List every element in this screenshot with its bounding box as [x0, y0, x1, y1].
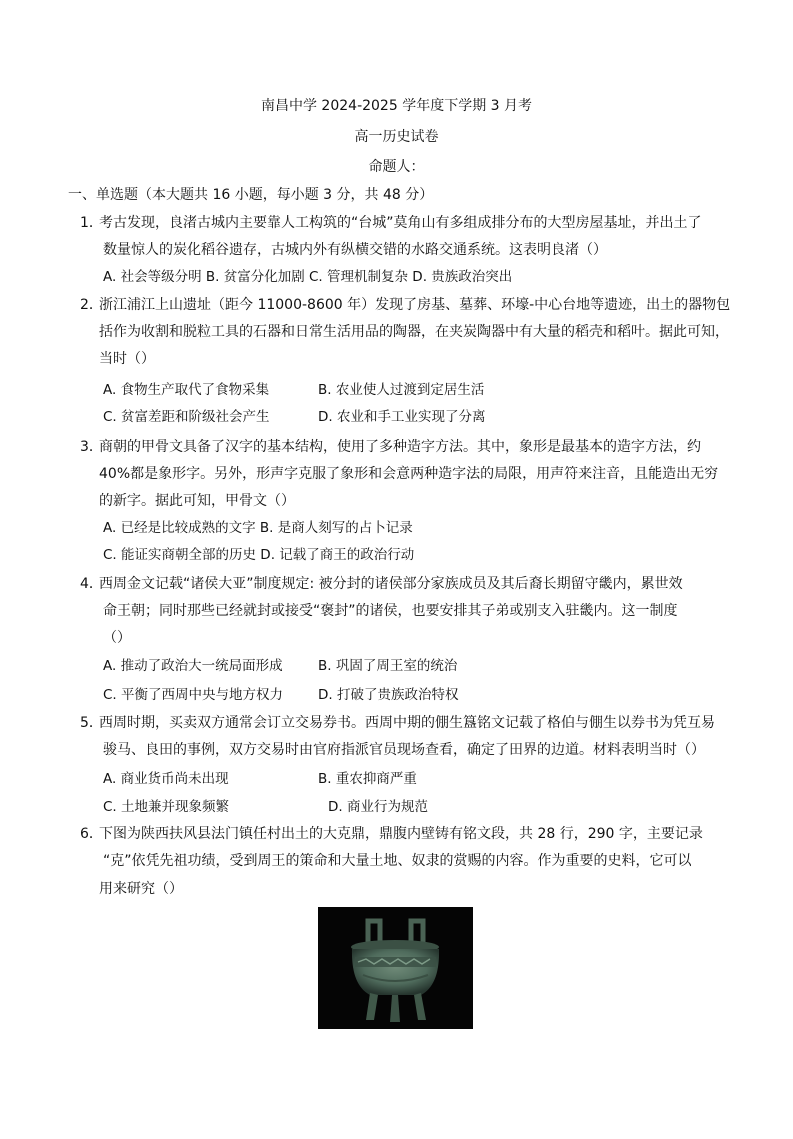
question-text-line: 西周时期，买卖双方通常会订立交易券书。西周中期的倗生簋铭文记载了格伯与倗生以券书为凭互易	[99, 715, 715, 731]
option-d: D. 打破了贵族政治特权	[318, 687, 459, 703]
question-number: 3．	[80, 439, 103, 455]
option-c: C. 土地兼并现象频繁	[103, 799, 230, 815]
option-line: A. 社会等级分明 B. 贫富分化加剧 C. 管理机制复杂 D. 贵族政治突出	[103, 269, 513, 285]
option-b: B. 重农抑商严重	[318, 771, 417, 787]
question-number: 6．	[80, 826, 103, 842]
ding-vessel-icon	[318, 907, 473, 1029]
question-text-line: 命王朝；同时那些已经就封或接受“褒封”的诸侯，也要安排其子弟或别支入驻畿内。这一制度	[103, 603, 678, 619]
option-b: B. 巩固了周王室的统治	[318, 658, 458, 674]
option-c: C. 贫富差距和阶级社会产生	[103, 409, 270, 425]
option-row: C. 能证实商朝全部的历史 D. 记载了商王的政治行动	[103, 547, 415, 563]
question-text-line: “克”依凭先祖功绩，受到周王的策命和大量土地、奴隶的赏赐的内容。作为重要的史料，它可以	[103, 853, 692, 869]
option-c: C. 平衡了西周中央与地方权力	[103, 687, 284, 703]
question-number: 1．	[80, 215, 103, 231]
question-text-line: 浙江浦江上山遗址（距今 11000-8600 年）发现了房基、墓葬、环壕-中心台地等遗迹，出土的器物包	[99, 297, 731, 313]
option-d: D. 商业行为规范	[328, 799, 428, 815]
bronze-ding-photo	[318, 907, 473, 1029]
question-text-line: （）	[103, 630, 131, 646]
option-row: A. 已经是比较成熟的文字 B. 是商人刻写的占卜记录	[103, 520, 413, 536]
question-text-line: 括作为收割和脱粒工具的石器和日常生活用品的陶器，在夹炭陶器中有大量的稻壳和稻叶。据此可知，	[99, 324, 729, 340]
question-text-line: 商朝的甲骨文具备了汉字的基本结构，使用了多种造字方法。其中，象形是最基本的造字方法，约	[99, 439, 701, 455]
question-text-line: 当时（）	[99, 351, 155, 367]
question-text-line: 数量惊人的炭化稻谷遗存，古城内外有纵横交错的水路交通系统。这表明良渚（）	[103, 242, 607, 258]
question-text-line: 骏马、良田的事例，双方交易时由官府指派官员现场查看，确定了田界的边道。材料表明当时（）	[103, 742, 705, 758]
question-text-line: 考古发现，良渚古城内主要靠人工构筑的“台城”莫角山有多组成排分布的大型房屋基址，并出土了	[99, 215, 702, 231]
option-a: A. 食物生产取代了食物采集	[103, 382, 270, 398]
exam-title: 南昌中学 2024-2025 学年度下学期 3 月考	[260, 98, 533, 114]
option-a: A. 推动了政治大一统局面形成	[103, 658, 283, 674]
exam-subtitle: 高一历史试卷	[354, 129, 439, 145]
question-number: 4．	[80, 576, 103, 592]
question-text-line: 的新字。据此可知，甲骨文（）	[99, 493, 295, 509]
question-text-line: 40%都是象形字。另外，形声字克服了象形和会意两种造字法的局限，用声符来注音，且能造出无穷	[99, 466, 719, 482]
exam-author: 命题人：	[368, 159, 425, 175]
question-number: 2．	[80, 297, 103, 313]
question-text-line: 下图为陕西扶风县法门镇任村出土的大克鼎，鼎腹内壁铸有铭文段，共 28 行，290 字，主要记录	[99, 826, 703, 842]
option-a: A. 商业货币尚未出现	[103, 771, 229, 787]
option-b: B. 农业使人过渡到定居生活	[318, 382, 485, 398]
option-d: D. 农业和手工业实现了分离	[318, 409, 486, 425]
question-text-line: 西周金文记载“诸侯大亚”制度规定: 被分封的诸侯部分家族成员及其后裔长期留守畿内，累世效	[99, 576, 683, 592]
question-number: 5．	[80, 715, 103, 731]
question-text-line: 用来研究（）	[99, 881, 183, 897]
section-heading: 一、单选题（本大题共 16 小题，每小题 3 分，共 48 分）	[68, 187, 434, 203]
